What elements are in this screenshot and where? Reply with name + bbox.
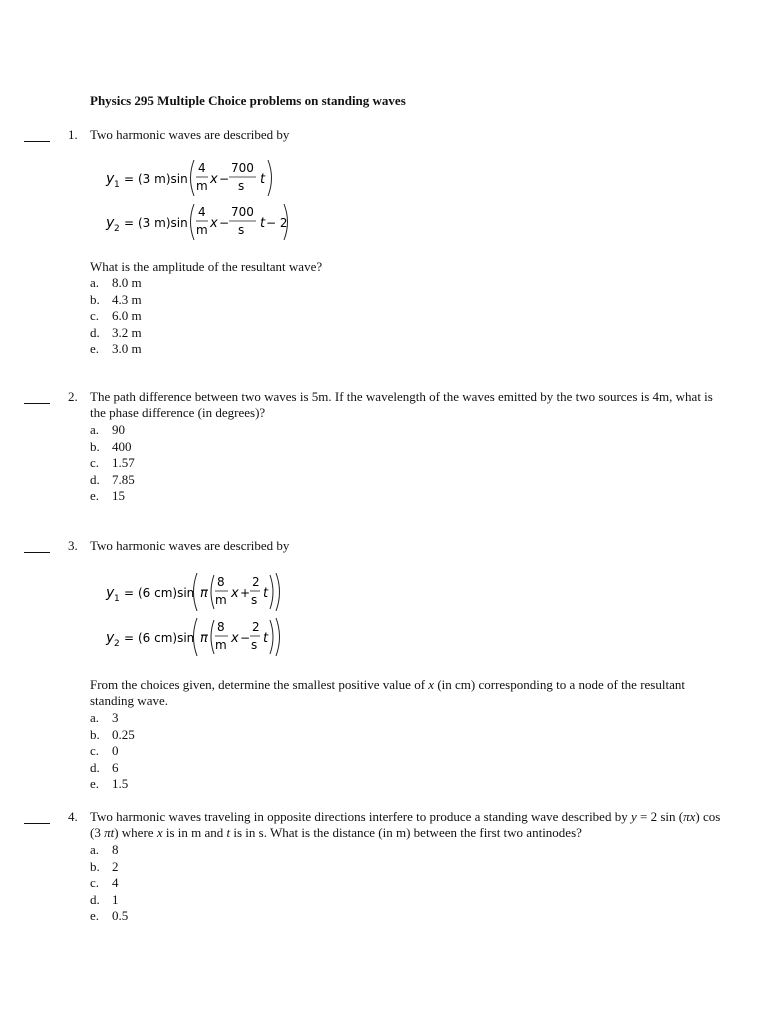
svg-text:2: 2 bbox=[114, 639, 120, 649]
choice-letter: b. bbox=[90, 438, 100, 454]
svg-text:t: t bbox=[260, 172, 266, 187]
svg-text:m: m bbox=[215, 593, 227, 607]
answer-blank-q1[interactable] bbox=[24, 141, 50, 142]
choice-b[interactable] bbox=[90, 727, 135, 744]
choice-letter: c. bbox=[90, 455, 100, 470]
choice-c[interactable] bbox=[90, 875, 128, 892]
question-text bbox=[90, 809, 730, 841]
svg-text:4: 4 bbox=[198, 205, 206, 219]
svg-text:=: = bbox=[124, 172, 135, 186]
equation-q3-y2 bbox=[104, 614, 294, 660]
prompt-part: (in cm) corresponding to a node of the resultant standing wave. bbox=[90, 677, 685, 708]
choice-letter: b. bbox=[90, 858, 100, 874]
choice-e[interactable] bbox=[90, 776, 135, 793]
choice-letter: d. bbox=[90, 471, 100, 487]
choice-text: 0.25 bbox=[112, 726, 135, 742]
choice-b[interactable] bbox=[90, 439, 135, 456]
svg-text:8: 8 bbox=[217, 575, 225, 589]
svg-text:(3 m)sin: (3 m)sin bbox=[138, 172, 188, 186]
question-text: Two harmonic waves are described by bbox=[90, 538, 290, 553]
choice-e[interactable] bbox=[90, 908, 128, 925]
choice-text: 7.85 bbox=[112, 471, 135, 487]
svg-text:t: t bbox=[263, 631, 269, 646]
choice-letter: d. bbox=[90, 759, 100, 775]
svg-text:y: y bbox=[106, 215, 115, 231]
choices-q1 bbox=[90, 275, 142, 358]
choice-e[interactable] bbox=[90, 488, 135, 505]
prompt-part: From the choices given, determine the smallest positive value of bbox=[90, 677, 429, 692]
choice-b[interactable] bbox=[90, 859, 128, 876]
question-text: The path difference between two waves is 5m. If the wavelength of the waves emitted by the two sources is 4m, what is the phase difference (in degrees)? bbox=[90, 389, 713, 420]
svg-text:s: s bbox=[251, 638, 258, 652]
svg-text:t: t bbox=[260, 216, 266, 231]
choice-c[interactable] bbox=[90, 308, 142, 325]
choice-text: 15 bbox=[112, 488, 125, 503]
choice-letter: e. bbox=[90, 488, 100, 503]
svg-text:x: x bbox=[231, 631, 239, 646]
choice-letter: e. bbox=[90, 908, 100, 923]
choice-letter: e. bbox=[90, 776, 100, 791]
equation-q3-y1 bbox=[104, 569, 294, 615]
choice-a[interactable] bbox=[90, 275, 142, 292]
choice-text: 3.0 m bbox=[112, 341, 142, 356]
choice-a[interactable] bbox=[90, 422, 135, 439]
equation-q1-y2 bbox=[104, 200, 294, 244]
svg-text:s: s bbox=[238, 223, 245, 237]
variable-x: x bbox=[156, 825, 163, 840]
variable-y: y bbox=[630, 809, 637, 824]
choice-text: 0.5 bbox=[112, 908, 129, 923]
choice-letter: b. bbox=[90, 726, 100, 742]
svg-text:−: − bbox=[240, 631, 251, 645]
choice-letter: c. bbox=[90, 308, 100, 323]
svg-text:π: π bbox=[200, 631, 208, 646]
choice-d[interactable] bbox=[90, 472, 135, 489]
question-prompt bbox=[90, 677, 730, 709]
svg-text:2: 2 bbox=[114, 224, 120, 234]
answer-blank-q4[interactable] bbox=[24, 823, 50, 824]
choice-letter: a. bbox=[90, 710, 100, 725]
svg-text:m: m bbox=[215, 638, 227, 652]
choice-letter: a. bbox=[90, 842, 100, 857]
choice-letter: c. bbox=[90, 875, 100, 890]
equation-q1-y1 bbox=[104, 156, 294, 200]
text-part: is in m and bbox=[162, 825, 227, 840]
choice-text: 1.5 bbox=[112, 776, 129, 791]
choice-text: 0 bbox=[112, 743, 119, 758]
choice-c[interactable] bbox=[90, 455, 135, 472]
choice-d[interactable] bbox=[90, 892, 128, 909]
choice-a[interactable] bbox=[90, 842, 128, 859]
svg-text:x: x bbox=[231, 586, 239, 601]
svg-text:y: y bbox=[106, 171, 115, 187]
svg-text:(3 m)sin: (3 m)sin bbox=[138, 216, 188, 230]
question-text: Two harmonic waves are described by bbox=[90, 127, 290, 142]
svg-text:4: 4 bbox=[198, 161, 206, 175]
variable-x: x bbox=[428, 677, 435, 692]
svg-text:2: 2 bbox=[252, 620, 260, 634]
choice-letter: b. bbox=[90, 291, 100, 307]
choice-d[interactable] bbox=[90, 760, 135, 777]
choice-text: 4 bbox=[112, 875, 119, 890]
svg-text:700: 700 bbox=[231, 161, 254, 175]
svg-text:x: x bbox=[210, 216, 218, 231]
choice-letter: a. bbox=[90, 275, 100, 290]
svg-text:700: 700 bbox=[231, 205, 254, 219]
choice-text: 2 bbox=[112, 858, 119, 874]
choice-text: 8 bbox=[112, 842, 119, 857]
svg-text:+: + bbox=[240, 586, 251, 600]
choice-text: 8.0 m bbox=[112, 275, 142, 290]
text-part: = 2 sin ( bbox=[636, 809, 684, 824]
svg-text:π: π bbox=[200, 586, 208, 601]
svg-text:=: = bbox=[124, 216, 135, 230]
choice-letter: c. bbox=[90, 743, 100, 758]
choice-text: 90 bbox=[112, 422, 125, 437]
choice-text: 1 bbox=[112, 891, 119, 907]
svg-text:− 2: − 2 bbox=[266, 216, 288, 230]
question-number: 1. bbox=[68, 127, 78, 142]
svg-text:m: m bbox=[196, 223, 208, 237]
choice-text: 6.0 m bbox=[112, 308, 142, 323]
svg-text:t: t bbox=[263, 586, 269, 601]
answer-blank-q3[interactable] bbox=[24, 552, 50, 553]
question-number: 2. bbox=[68, 389, 78, 404]
choice-c[interactable] bbox=[90, 743, 135, 760]
choice-letter: e. bbox=[90, 341, 100, 356]
choices-q3 bbox=[90, 710, 135, 793]
choice-text: 400 bbox=[112, 438, 132, 454]
choices-q2 bbox=[90, 422, 135, 505]
question-number: 4. bbox=[68, 809, 78, 824]
choice-letter: d. bbox=[90, 324, 100, 340]
page-title: Physics 295 Multiple Choice problems on standing waves bbox=[90, 93, 406, 108]
svg-text:y: y bbox=[106, 585, 115, 601]
question-number: 3. bbox=[68, 538, 78, 553]
svg-text:=: = bbox=[124, 631, 135, 645]
choice-letter: d. bbox=[90, 891, 100, 907]
svg-text:s: s bbox=[251, 593, 258, 607]
svg-text:x: x bbox=[210, 172, 218, 187]
choice-text: 6 bbox=[112, 759, 119, 775]
choice-e[interactable] bbox=[90, 341, 142, 358]
svg-text:m: m bbox=[196, 179, 208, 193]
text-part: ) cos (3 bbox=[90, 809, 721, 840]
svg-text:−: − bbox=[219, 216, 230, 230]
svg-text:−: − bbox=[219, 172, 230, 186]
choice-text: 1.57 bbox=[112, 455, 135, 470]
question-prompt: What is the amplitude of the resultant wave? bbox=[90, 259, 323, 274]
answer-blank-q2[interactable] bbox=[24, 403, 50, 404]
svg-text:y: y bbox=[106, 630, 115, 646]
choices-q4 bbox=[90, 842, 128, 925]
svg-text:=: = bbox=[124, 586, 135, 600]
text-part: Two harmonic waves traveling in opposite directions interfere to produce a standing wave described by bbox=[90, 809, 631, 824]
choice-text: 3 bbox=[112, 710, 119, 725]
choice-b[interactable] bbox=[90, 292, 142, 309]
variable-pit: πt bbox=[104, 825, 115, 840]
svg-text:8: 8 bbox=[217, 620, 225, 634]
choice-text: 4.3 m bbox=[112, 291, 142, 307]
choice-a[interactable] bbox=[90, 710, 135, 727]
choice-text: 3.2 m bbox=[112, 324, 142, 340]
svg-text:(6 cm)sin: (6 cm)sin bbox=[138, 631, 195, 645]
svg-text:1: 1 bbox=[114, 594, 120, 604]
svg-text:2: 2 bbox=[252, 575, 260, 589]
svg-text:(6 cm)sin: (6 cm)sin bbox=[138, 586, 195, 600]
text-part: ) where bbox=[114, 825, 157, 840]
svg-text:s: s bbox=[238, 179, 245, 193]
choice-letter: a. bbox=[90, 422, 100, 437]
variable-t: t bbox=[226, 825, 231, 840]
svg-text:1: 1 bbox=[114, 180, 120, 190]
variable-pix: πx bbox=[683, 809, 696, 824]
text-part: is in s. What is the distance (in m) between the first two antinodes? bbox=[230, 825, 582, 840]
choice-d[interactable] bbox=[90, 325, 142, 342]
